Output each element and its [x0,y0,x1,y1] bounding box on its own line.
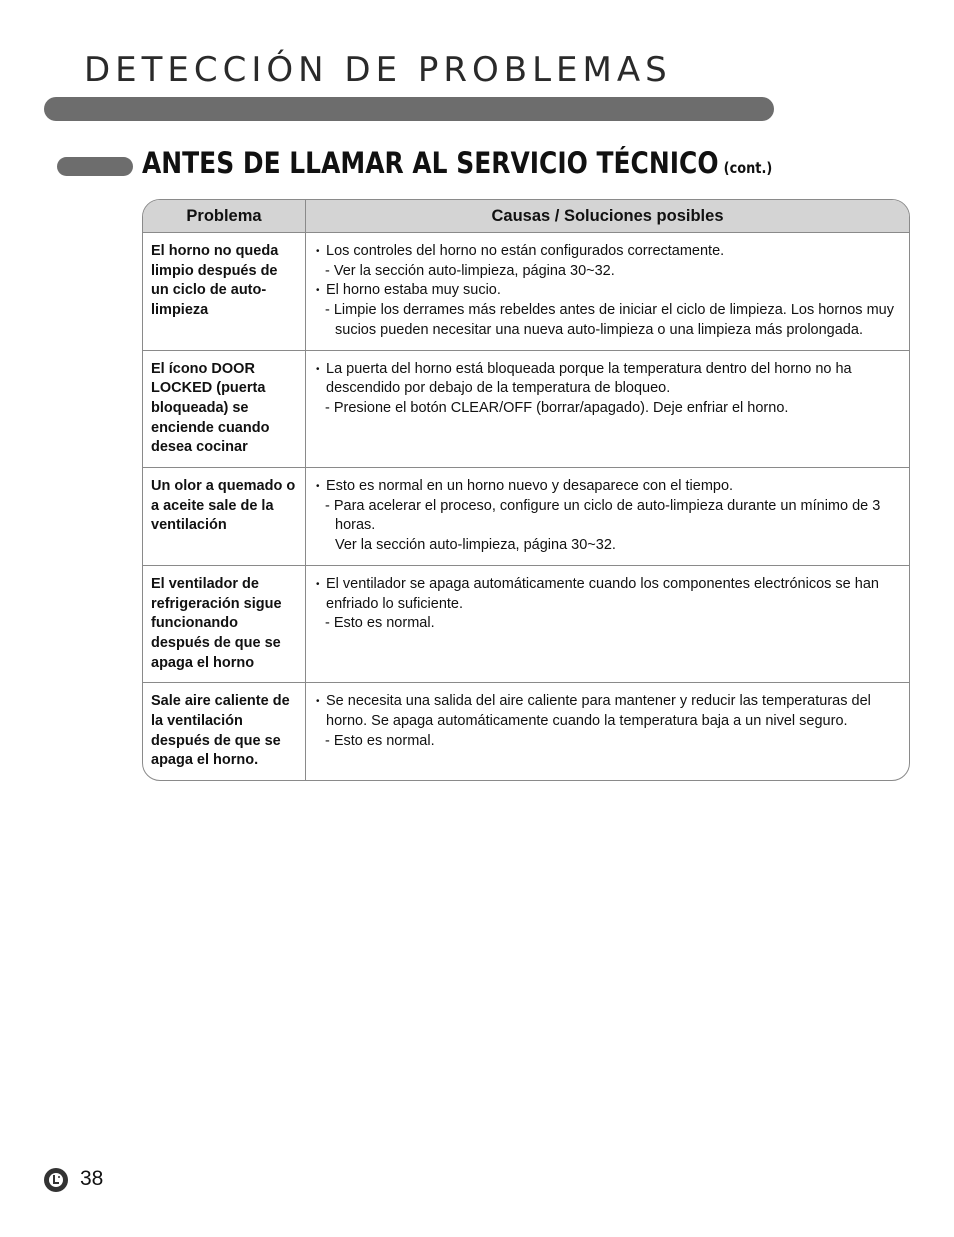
table-row [143,233,909,351]
problem-cell: El ícono DOOR LOCKED (puerta bloqueada) se enciende cuando desea cocinar [143,350,306,468]
solution-cell [306,565,910,683]
solution-step [316,536,903,556]
solution-bullet [316,281,903,301]
solution-text: Los controles del horno no están configurados correctamente. [326,243,725,259]
solution-text: Se necesita una salida del aire caliente para mantener y reducir las temperaturas del horno. Se apaga automáticamente cuando la temperatura baja a un nivel seguro. [326,693,875,730]
table-row [143,350,909,468]
solution-step [316,614,903,634]
solution-step [316,732,903,752]
table-row [143,683,909,780]
problem-cell: El horno no queda limpio después de un ciclo de auto-limpieza [143,233,306,351]
solution-text: La puerta del horno está bloqueada porque la temperatura dentro del horno no ha descendido por debajo de la temperatura de bloqueo. [326,360,856,397]
solution-cell [306,468,910,566]
troubleshooting-table [142,199,910,781]
title-bar [44,97,774,121]
solution-bullet [316,477,903,497]
solution-cell [306,683,910,780]
section-pill [57,157,133,176]
solution-bullet [316,360,903,399]
solution-cell [306,233,910,351]
table-row [143,468,909,566]
solution-bullet [316,575,903,614]
solution-step [316,262,903,282]
solution-step [316,399,903,419]
solution-text: Ver la sección auto-limpieza, página 30~32. [335,537,616,554]
page-number: 38 [80,1167,104,1190]
solution-cell [306,350,910,468]
column-header-solutions: Causas / Soluciones posibles [306,200,910,233]
solution-text: - Presione el botón CLEAR/OFF (borrar/apagado). Deje enfriar el horno. [325,399,789,416]
solution-text: Esto es normal en un horno nuevo y desaparece con el tiempo. [326,478,734,495]
table-row [143,565,909,683]
solution-bullet [316,692,903,731]
table-body [143,233,909,781]
solution-step [316,497,903,536]
problem-cell: El ventilador de refrigeración sigue funcionando después de que se apaga el horno [143,565,306,683]
solution-text: - Para acelerar el proceso, configure un ciclo de auto-limpieza durante un mínimo de 3 horas. [325,497,885,534]
solution-text: - Ver la sección auto-limpieza, página 30~32. [325,262,615,279]
solution-text: - Esto es normal. [325,615,435,632]
column-header-problem: Problema [143,200,306,233]
solution-bullet [316,242,903,262]
section-heading [142,146,772,180]
solution-step [316,301,903,340]
solution-text: - Esto es normal. [325,732,435,749]
section-heading-text: ANTES DE LLAMAR AL SERVICIO TÉCNICO [142,146,719,180]
problem-cell: Un olor a quemado o a aceite sale de la ventilación [143,468,306,566]
page-title: DETECCIÓN DE PROBLEMAS [84,50,672,90]
table-header-row [143,200,909,233]
section-heading-suffix: (cont.) [723,159,773,177]
solution-text: - Limpie los derrames más rebeldes antes de iniciar el ciclo de limpieza. Los hornos muy sucios pueden necesitar una nueva auto-limpieza o una limpieza más prolongada. [325,302,899,338]
solution-text: El ventilador se apaga automáticamente cuando los componentes electrónicos se han enfriado lo suficiente. [326,575,883,612]
lg-logo-icon [44,1168,68,1192]
solution-text: El horno estaba muy sucio. [326,282,501,299]
problem-cell: Sale aire caliente de la ventilación después de que se apaga el horno. [143,683,306,780]
